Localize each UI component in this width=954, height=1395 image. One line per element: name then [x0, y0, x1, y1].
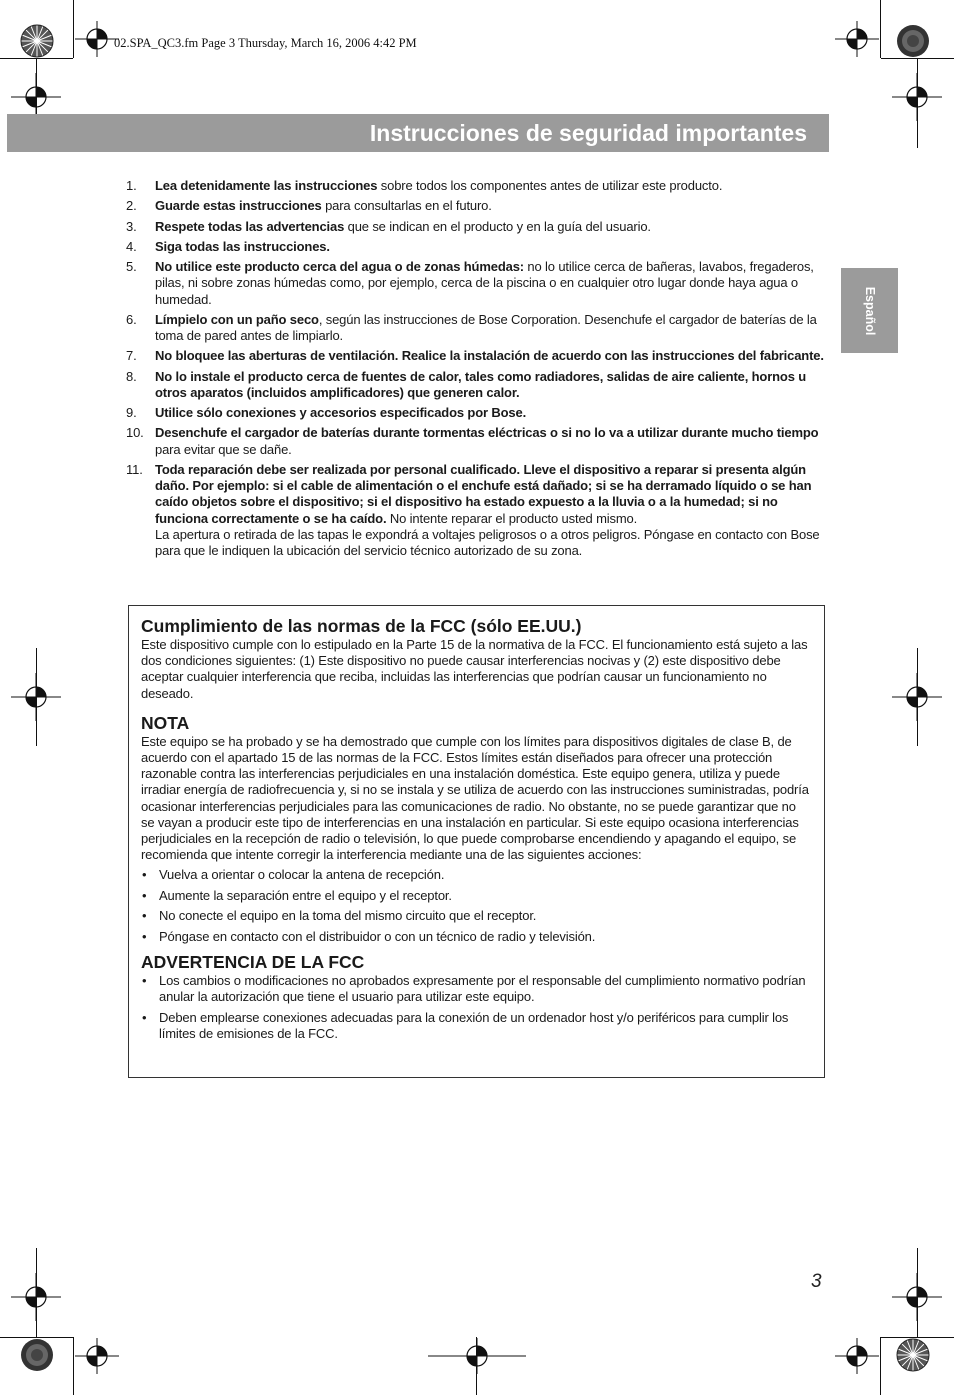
bullet-text: Los cambios o modificaciones no aprobados expresamente por el responsable del cumplimiento normativo podrían anular la autorización que tiene el usuario para utilizar este equipo.: [159, 973, 806, 1005]
item-number: 8.: [126, 368, 137, 384]
list-item: [126, 312, 826, 344]
list-item: • Aumente la separación entre el equipo y el receptor.: [142, 887, 452, 903]
item-bold-text: No bloquee las aberturas de ventilación. Realice la instalación de acuerdo con las instrucciones del fabricante.: [155, 348, 824, 364]
registration-mark-icon: [892, 673, 942, 721]
nota-heading: NOTA: [141, 712, 190, 733]
item-text: que se indican en el producto y en la guía del usuario.: [344, 218, 651, 234]
item-number: 6.: [126, 311, 137, 327]
registration-mark-icon: [11, 1273, 61, 1321]
item-bold-text: Toda reparación debe ser realizada por personal cualificado. Lleve el dispositivo a reparar si presenta algún daño. Por ejemplo: si el cable de alimentación o el enchufe está dañado; si se ha derramado líquido o se han caído objetos sobre el dispositivo; si el dispositivo ha estado expuesto a la lluvia o a la humedad; si no funciona correctamente o se ha caído.: [155, 461, 812, 526]
list-item: [126, 369, 826, 401]
item-bold-text: Utilice sólo conexiones y accesorios especificados por Bose.: [155, 405, 527, 421]
warning-bullets: [141, 973, 810, 1042]
list-item: • Los cambios o modificaciones no aprobados expresamente por el responsable del cumplimiento normativo podrían anular la autorización que tiene el usuario para utilizar este equipo.: [142, 973, 806, 1005]
registration-mark-icon: [832, 1338, 882, 1374]
list-item: [126, 198, 826, 214]
bullet-text: Aumente la separación entre el equipo y el receptor.: [159, 887, 452, 903]
registration-mark-icon: [72, 1338, 122, 1374]
item-text: para evitar que se dañe.: [155, 441, 292, 457]
list-item: [126, 219, 826, 235]
list-item: • No conecte el equipo en la toma del mismo circuito que el receptor.: [142, 908, 537, 924]
item-bold-text: Límpielo con un paño seco: [155, 311, 319, 327]
list-item: [126, 239, 826, 255]
item-bold-text: No utilice este producto cerca del agua o de zonas húmedas:: [155, 259, 524, 275]
item-text: para consultarlas en el futuro.: [321, 198, 492, 214]
language-tab-label: Español: [862, 286, 877, 335]
bullet-text: Deben emplearse conexiones adecuadas para la conexión de un ordenador host y/o periféricos para cumplir los límites de emisiones de la FCC.: [159, 1009, 789, 1042]
registration-mark-icon: [11, 673, 61, 721]
item-bold-text: Guarde estas instrucciones: [155, 198, 322, 214]
safety-instructions-list: [126, 178, 826, 563]
starburst-mark-icon: [20, 24, 54, 58]
list-item: • Vuelva a orientar o colocar la antena de recepción.: [142, 867, 445, 883]
page-number: 3: [811, 1271, 822, 1292]
registration-mark-icon: [892, 73, 942, 121]
item-number: 3.: [126, 218, 137, 234]
list-item: [126, 348, 826, 364]
item-text: sobre todos los componentes antes de utilizar este producto.: [377, 178, 723, 193]
list-item: • Deben emplearse conexiones adecuadas para la conexión de un ordenador host y/o periféricos para cumplir los límites de emisiones de la FCC.: [142, 1009, 789, 1042]
nota-text: Este equipo se ha probado y se ha demostrado que cumple con los límites para dispositivos digitales de clase B, de acuerdo con el apartado 15 de las normas de la FCC. Estos límites están diseñados para ofrecer una protección razonable contra las interferencias perjudiciales en una instalación doméstica. Este equipo genera, utiliza y puede irradiar energía de radiofrecuencia y, si no se instala y se utiliza de acuerdo con las instrucciones suministradas, podría ocasionar interferencias perjudiciales para las comunicaciones de radio. No obstante, no se puede garantizar que no se vayan a producir este tipo de interferencias en una instalación en particular. Si este equipo ocasiona interferencias perjudiciales en la recepción de radio o televisión, lo que puede comprobarse encendiendo y apagando el equipo, se recomienda que intente corregir la interferencia mediante una de las siguientes acciones:: [141, 733, 809, 863]
item-text: , según las instrucciones de Bose Corporation. Desenchufe el cargador de baterías de la toma de pared antes de limpiarlo.: [155, 311, 817, 344]
fcc-intro: Este dispositivo cumple con lo estipulado en la Parte 15 de la normativa de la FCC. El funcionamiento está sujeto a las dos condiciones siguientes: (1) Este dispositivo no puede causar interferencias nocivas y (2) este dispositivo debe aceptar cualquier interferencia que reciba, incluidas las interferencias que podrían causar un funcionamiento no deseado.: [141, 637, 808, 701]
item-text: no lo utilice cerca de bañeras, lavabos, fregaderos, pilas, ni sobre zonas húmedas como, por ejemplo, cerca de la piscina o en cualquier otro lugar donde haya agua o humedad.: [155, 259, 814, 307]
item-number: 10.: [126, 425, 144, 441]
item-number: 4.: [126, 238, 137, 254]
item-number: 5.: [126, 259, 137, 275]
nota-bullets: [141, 867, 810, 945]
item-bold-text: No lo instale el producto cerca de fuentes de calor, tales como radiadores, salidas de aire caliente, hornos u otros aparatos (incluidos amplificadores) que generen calor.: [155, 368, 807, 400]
fcc-compliance-box: [128, 605, 825, 1078]
list-item: [126, 425, 826, 457]
bullet-text: No conecte el equipo en la toma del mismo circuito que el receptor.: [159, 908, 537, 924]
page-title: Instrucciones de seguridad importantes: [369, 120, 807, 146]
list-item: • Póngase en contacto con el distribuidor o con un técnico de radio y televisión.: [142, 928, 596, 944]
file-slug: 02.SPA_QC3.fm Page 3 Thursday, March 16, 2006 4:42 PM: [114, 36, 417, 50]
list-item: [126, 462, 826, 559]
list-item: [126, 405, 826, 421]
language-tab: [841, 268, 898, 353]
warning-heading: ADVERTENCIA DE LA FCC: [141, 952, 365, 973]
registration-mark-icon: [892, 1273, 942, 1321]
item-bold-text: Desenchufe el cargador de baterías durante tormentas eléctricas o si no lo va a utilizar durante mucho tiempo: [155, 425, 819, 441]
list-item: [126, 259, 826, 308]
title-bar: [7, 114, 829, 152]
bullet-text: Póngase en contacto con el distribuidor o con un técnico de radio y televisión.: [159, 928, 596, 944]
item-number: 9.: [126, 405, 137, 421]
starburst-mark-icon: [896, 1338, 930, 1372]
registration-mark-icon: [428, 1338, 526, 1374]
item-text: No intente reparar el producto usted mismo.: [386, 510, 638, 526]
list-item: [126, 178, 826, 194]
item-bold-text: Lea detenidamente las instrucciones: [155, 178, 378, 193]
item-number: 1.: [126, 178, 137, 193]
starburst-mark-icon: [896, 24, 930, 58]
registration-mark-icon: [832, 21, 882, 57]
item-extra-text: La apertura o retirada de las tapas le expondrá a voltajes peligrosos o a otros peligros. Póngase en contacto con Bose para que le indiquen la ubicación del servicio técnico autorizado de su zona.: [155, 526, 820, 558]
starburst-mark-icon: [20, 1338, 54, 1372]
item-number: 11.: [126, 461, 143, 477]
fcc-heading: Cumplimiento de las normas de la FCC (sólo EE.UU.): [141, 616, 582, 636]
item-number: 2.: [126, 198, 137, 214]
bullet-text: Vuelva a orientar o colocar la antena de recepción.: [159, 867, 445, 883]
item-bold-text: Siga todas las instrucciones.: [155, 238, 330, 254]
item-bold-text: Respete todas las advertencias: [155, 218, 345, 234]
item-number: 7.: [126, 348, 137, 364]
